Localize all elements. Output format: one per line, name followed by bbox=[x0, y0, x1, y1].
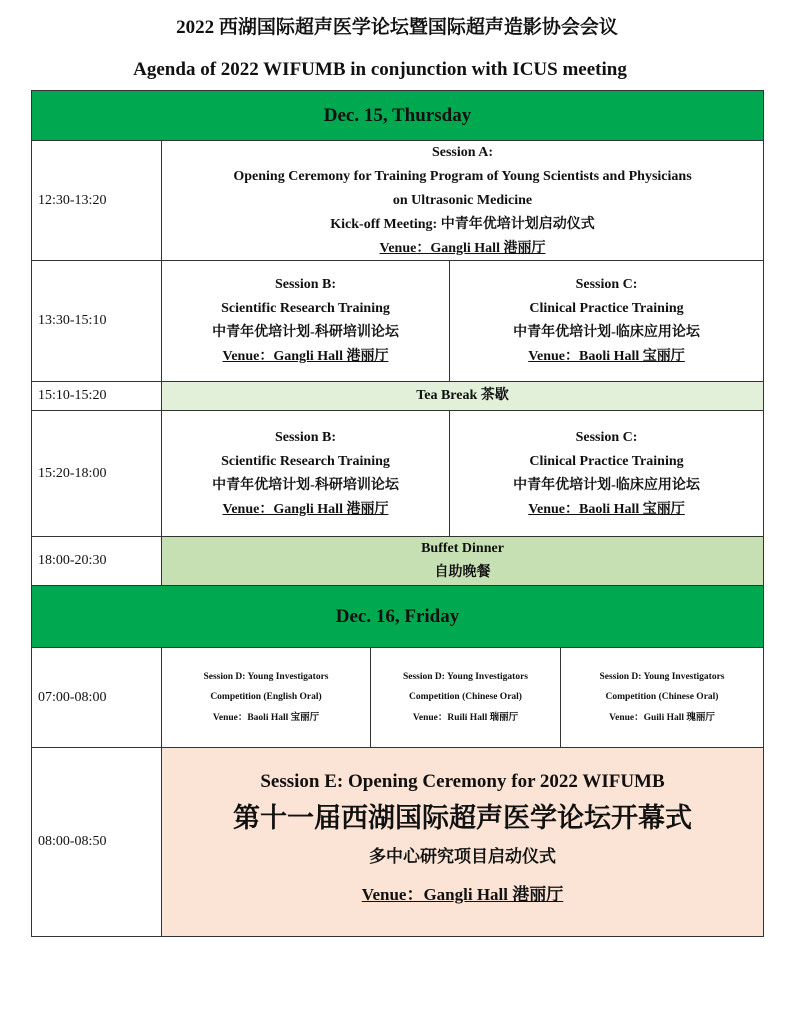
session-a-venue: Venue：Gangli Hall 港丽厅 bbox=[379, 240, 546, 256]
session-b-venue: Venue：Gangli Hall 港丽厅 bbox=[222, 349, 389, 364]
session-c-line: Clinical Practice Training bbox=[529, 453, 684, 469]
buffet-dinner-cell bbox=[161, 536, 764, 585]
day-header-row bbox=[31, 585, 764, 647]
table-row bbox=[31, 140, 764, 260]
buffet-dinner-label: Buffet Dinner bbox=[421, 541, 504, 556]
day1-header: Dec. 15, Thursday bbox=[31, 90, 764, 140]
title-english: Agenda of 2022 WIFUMB in conjunction with ICUS meeting bbox=[133, 59, 627, 80]
session-c-title: Session C: bbox=[575, 429, 638, 445]
tea-break-label: Tea Break 茶歇 bbox=[416, 388, 509, 403]
session-e-title-cn: 第十一届西湖国际超声医学论坛开幕式 bbox=[233, 803, 692, 833]
session-d-cell bbox=[560, 647, 764, 747]
session-c-venue: Venue：Baoli Hall 宝丽厅 bbox=[528, 349, 685, 364]
session-c-cell bbox=[449, 260, 764, 381]
table-row bbox=[31, 381, 764, 410]
day-header-row bbox=[31, 90, 764, 140]
session-b-venue: Venue：Gangli Hall 港丽厅 bbox=[222, 501, 389, 517]
session-d-title: Session D: Young Investigators bbox=[599, 671, 725, 682]
table-row bbox=[31, 536, 764, 585]
session-c-line: 中青年优培计划-临床应用论坛 bbox=[513, 325, 700, 340]
session-a-line: Opening Ceremony for Training Program of Young Scientists and Physicians bbox=[233, 168, 692, 184]
title-chinese: 2022 西湖国际超声医学论坛暨国际超声造影协会会议 bbox=[176, 17, 618, 38]
session-d-venue: Venue：Ruili Hall 瑞丽厅 bbox=[412, 712, 519, 723]
tea-break-cell bbox=[161, 381, 764, 410]
session-b-title: Session B: bbox=[274, 429, 337, 445]
session-c-line: 中青年优培计划-临床应用论坛 bbox=[513, 477, 700, 493]
time-cell: 15:20-18:00 bbox=[31, 410, 161, 536]
session-b-title: Session B: bbox=[274, 277, 337, 292]
session-d-line: Competition (Chinese Oral) bbox=[409, 692, 522, 703]
session-d-title: Session D: Young Investigators bbox=[203, 671, 329, 682]
time-cell: 07:00-08:00 bbox=[31, 647, 161, 747]
session-e-venue: Venue：Gangli Hall 港丽厅 bbox=[361, 885, 564, 904]
time-cell: 12:30-13:20 bbox=[31, 140, 161, 260]
session-e-cell bbox=[161, 747, 764, 937]
day2-header: Dec. 16, Friday bbox=[31, 585, 764, 647]
buffet-dinner-label-cn: 自助晚餐 bbox=[434, 565, 491, 580]
session-d-line: Competition (Chinese Oral) bbox=[605, 692, 719, 703]
session-a-line: Kick-off Meeting: 中青年优培计划启动仪式 bbox=[330, 216, 595, 232]
session-d-cell bbox=[370, 647, 560, 747]
time-cell: 18:00-20:30 bbox=[31, 536, 161, 585]
session-d-line: Competition (English Oral) bbox=[210, 692, 322, 703]
table-row bbox=[31, 260, 764, 381]
session-d-venue: Venue：Baoli Hall 宝丽厅 bbox=[212, 712, 320, 723]
session-b-line: 中青年优培计划-科研培训论坛 bbox=[212, 477, 399, 493]
time-cell: 15:10-15:20 bbox=[31, 381, 161, 410]
session-a-cell bbox=[161, 140, 764, 260]
session-d-venue: Venue：Guili Hall 瑰丽厅 bbox=[609, 712, 715, 723]
session-b-line: Scientific Research Training bbox=[221, 453, 390, 469]
table-row bbox=[31, 410, 764, 536]
time-cell: 08:00-08:50 bbox=[31, 747, 161, 937]
time-cell: 13:30-15:10 bbox=[31, 260, 161, 381]
table-row bbox=[31, 647, 764, 747]
table-row bbox=[31, 747, 764, 937]
session-b-cell bbox=[161, 260, 449, 381]
session-b-cell bbox=[161, 410, 449, 536]
session-d-cell bbox=[161, 647, 370, 747]
session-a-line: on Ultrasonic Medicine bbox=[392, 192, 533, 208]
session-e-title: Session E: Opening Ceremony for 2022 WIFUMB bbox=[260, 771, 665, 792]
session-b-line: 中青年优培计划-科研培训论坛 bbox=[212, 325, 399, 340]
session-a-title: Session A: bbox=[431, 144, 494, 160]
session-d-title: Session D: Young Investigators bbox=[402, 671, 528, 682]
session-c-cell bbox=[449, 410, 764, 536]
session-c-title: Session C: bbox=[575, 277, 638, 292]
session-b-line: Scientific Research Training bbox=[221, 301, 390, 316]
session-e-subtitle: 多中心研究项目启动仪式 bbox=[369, 847, 556, 866]
session-c-venue: Venue：Baoli Hall 宝丽厅 bbox=[528, 501, 685, 517]
session-c-line: Clinical Practice Training bbox=[529, 301, 684, 316]
